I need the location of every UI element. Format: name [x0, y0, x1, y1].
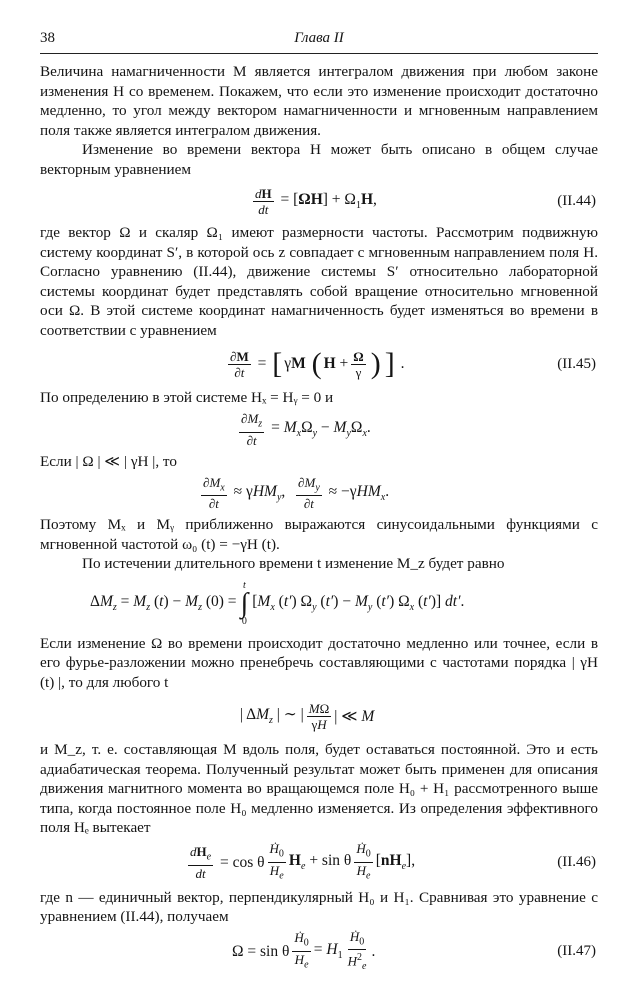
paragraph: Изменение во времени вектора H может быть описано в общем случае векторным уравнением [40, 141, 598, 178]
paragraph: По истечении длительного времени t изменение M_z будет равно [82, 555, 505, 572]
page-number: 38 [40, 30, 55, 46]
equation-II-45: $\frac{\partial M}{\partial t}$ = [ γM ( H + $\frac{\Omega}{\gamma}$ ) ] . (II.45) [40, 344, 598, 384]
paragraph: Если изменение Ω во времени происходит достаточно медленно или точнее, если в его фурье-разложении можно пренебречь составляющими с частотами порядка | γH (t) |, то для любого t [40, 634, 598, 691]
equation-delta-Mz: $\Delta M_z = M_z$ $(t) - M_z$ (0) = t ∫ 0 [$M_x$ (t′) $\Omega_y$ $(t') - M_y$ (t′) $\Omega_x$ (t′)] dt′. [90, 579, 465, 627]
equation-II-44: $\frac{dH}{dt}$ = $[\Omega H] + \Omega_1H$, (II.44) [40, 183, 598, 219]
text-body [40, 62, 598, 977]
paragraph: где вектор Ω и скаляр Ω₁ имеют размерности частоты. Рассмотрим подвижную систему координат S′, в которой ось z совпадает с мгновенным направлением поля H. Согласно уравнению (II.44), движение системы S′ относительно лабораторной системы координат будет представлять собой вращение относительно мгновенной оси Ω. В этой системе координат намагниченность будет изменяться во времени в соответствии с уравнением [40, 224, 598, 339]
paragraph: Поэтому Mₓ и Mᵧ приближенно выражаются синусоидальными функциями с мгновенной частотой ω₀ (t) = −γH (t). [40, 516, 598, 553]
header-rule [40, 53, 598, 54]
equation-dMx-dMy: $\frac{\partial M_x}{\partial t}$ ≈ γHM$_y$, $\frac{\partial M_y}{\partial t}$ ≈ −γHM$_x$. [203, 474, 390, 512]
equation-number: (II.44) [557, 192, 596, 209]
equation-II-47: Ω = sin θ $\frac{Ḣ_0}{H_e}$ = $H_1$ $\frac{Ḣ_0}{H^2_e}$ . (II.47) [232, 928, 596, 973]
chapter-title: Глава II [294, 30, 344, 46]
paragraph: и M_z, т. е. составляющая M вдоль поля, будет оставаться постоянной. Это и есть адиабатическая теорема. Полученный результат может быть применен для описания движения магнитного момента во вращающемся поле H₀ + H₁ рассмотренного выше типа, когда постоянное поле H₀ медленно изменяется. Из определения эффективного поля Hₑ вытекает [40, 741, 598, 836]
paragraph: Величина намагниченности M является интегралом движения при любом законе изменения H со временем. Покажем, что если это изменение происходит достаточно медленно, то угол между вектором намагниченности и мгновенным направлением поля также является интегралом движения. [40, 63, 598, 139]
equation-number: (II.47) [557, 943, 596, 959]
paragraph: Если | Ω | ≪ | γH |, то [40, 452, 177, 470]
paragraph: По определению в этой системе Hₓ = Hᵧ = 0 и [40, 389, 334, 406]
equation-dMz: $\frac{\partial M_z}{\partial t}$ = $M_x\Omega_y - M_y\Omega_x$. [241, 411, 371, 448]
equation-number: (II.46) [557, 854, 596, 870]
equation-number: (II.45) [557, 355, 596, 372]
equation-II-46: $\frac{dH_e}{dt}$ = cos θ $\frac{Ḣ_0}{H_e}$ $H_e + \sin \theta$ $\frac{Ḣ_0}{H_e}$ $[nH_e]$, (II.46) [190, 841, 596, 882]
paragraph: где n — единичный вектор, перпендикулярный H₀ и H₁. Сравнивая это уравнение с уравнением (II.44), получаем [40, 888, 598, 925]
running-header [40, 30, 598, 50]
equation-adiabatic: | $\Delta M_z$ | ∼ | $\frac{M\Omega}{\gamma H}$ | ≪ M [240, 700, 375, 732]
